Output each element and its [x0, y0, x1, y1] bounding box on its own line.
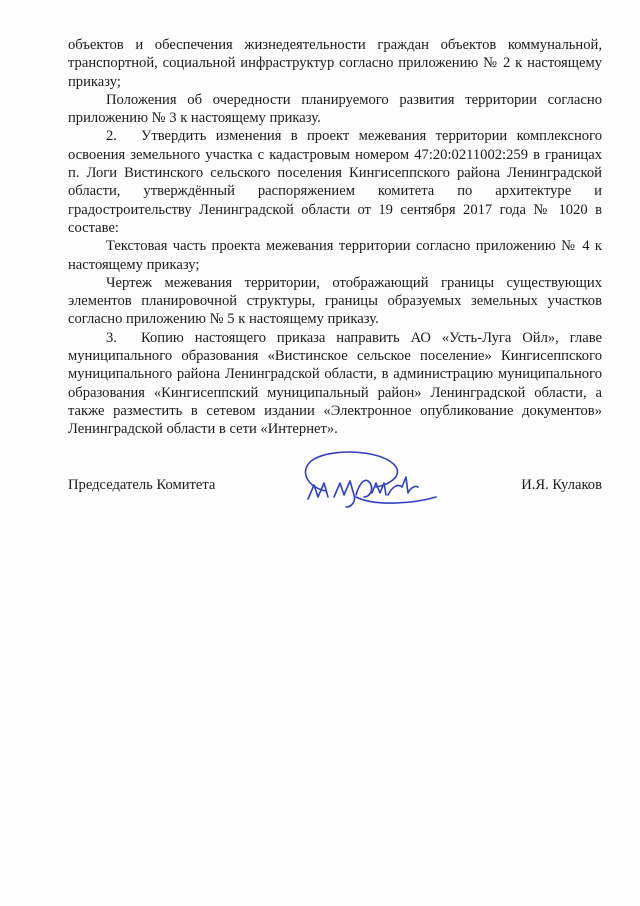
signatory-title: Председатель Комитета [68, 477, 216, 493]
item-2-text: Утвердить изменения в проект межевания территории комплексного освоения земельного участка с кадастровым номером 47:20:0211002:259 в границах п. Логи Вистинского сельского поселения Кингисеппского района Ленинградской области, утверждённый распоряжением комитета по архитектуре и градостроительству Ленинградской области от 19 сентября 2017 года № 1020 в составе: [68, 128, 602, 236]
item-number-3: 3. [106, 329, 117, 346]
paragraph-item-3 [68, 329, 602, 439]
handwritten-signature [296, 447, 446, 527]
item-number-2: 2. [106, 128, 117, 145]
paragraph-continuation: объектов и обеспечения жизнедеятельности граждан объектов коммунальной, транспортной, социальной инфраструктур согласно приложению № 2 к настоящему приказу; [68, 37, 602, 90]
paragraph-text-part: Текстовая часть проекта межевания территории согласно приложению № 4 к настоящему приказу; [68, 238, 602, 273]
paragraph-item-2 [68, 127, 602, 237]
item-3-text: Копию настоящего приказа направить АО «Усть-Луга Ойл», главе муниципального образования «Вистинское сельское поселение» Кингисеппского муниципального района Ленинградской области, в администрацию муниципального образования «Кингисеппский муниципальный район» Ленинградской области, а также разместить в сетевом издании «Электронное опубликование документов» Ленинградской области в сети «Интернет». [68, 329, 602, 438]
document-body [68, 36, 602, 439]
signature-block [68, 447, 602, 527]
signatory-name: И.Я. Кулаков [521, 477, 602, 493]
paragraph-development-order: Положения об очередности планируемого развития территории согласно приложению № 3 к настоящему приказу. [68, 91, 602, 127]
paragraph-drawing: Чертеж межевания территории, отображающий границы существующих элементов планировочной структуры, границы образуемых земельных участков согласно приложению № 5 к настоящему приказу. [68, 274, 602, 328]
